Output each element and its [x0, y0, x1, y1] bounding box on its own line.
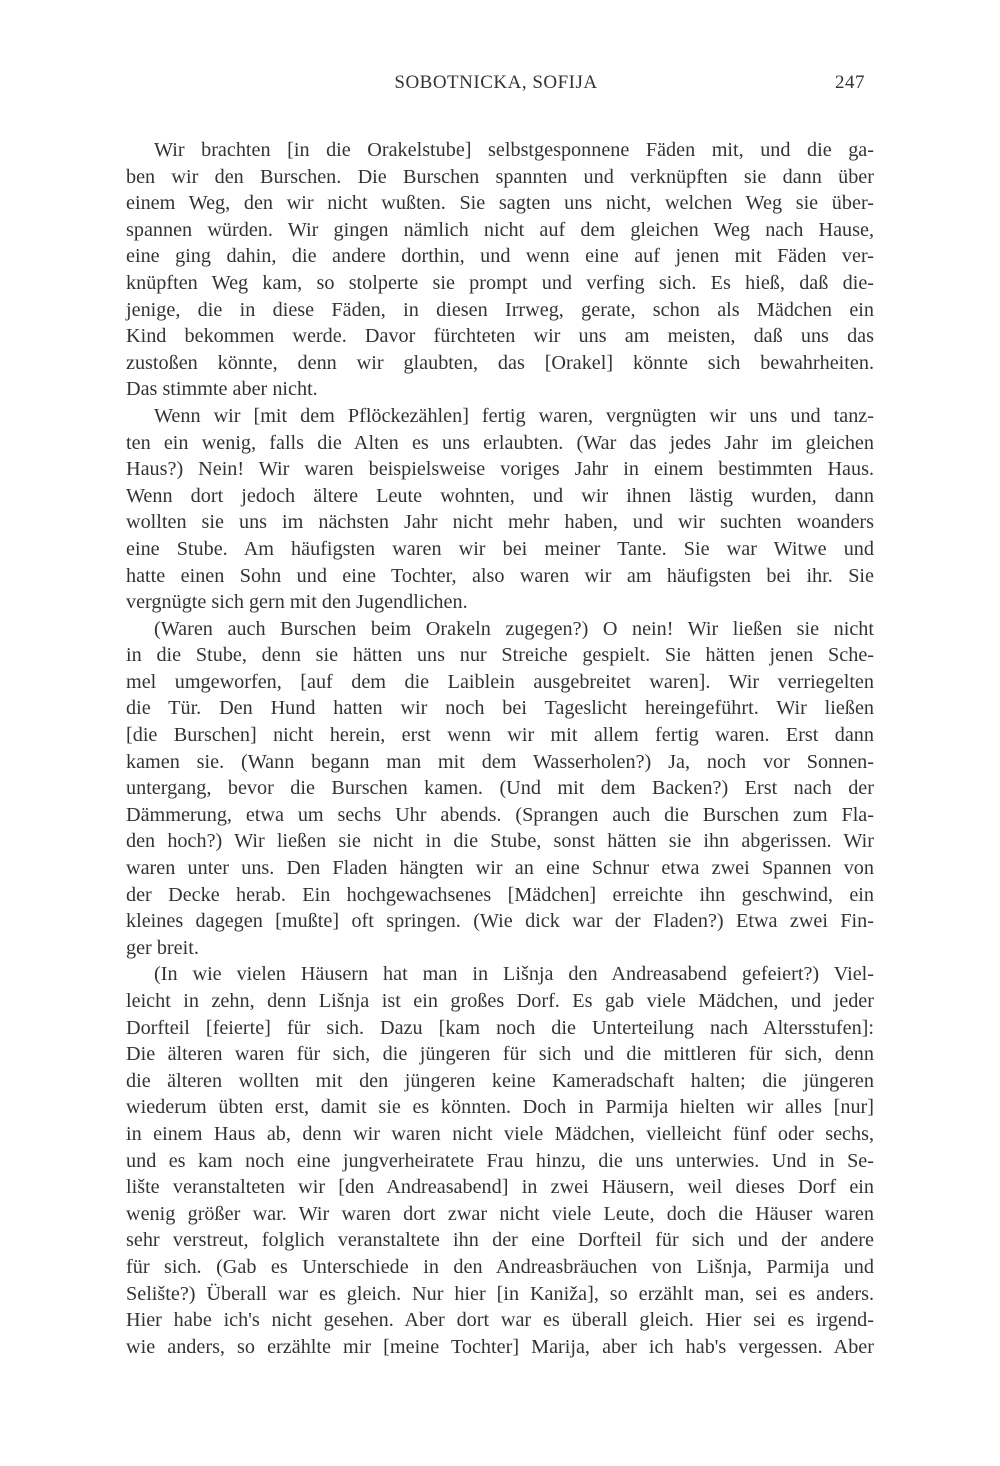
text-line: Die älteren waren für sich, die jüngeren für sich und die mittleren für sich, denn [126, 1043, 874, 1066]
text-line: wie anders, so erzählte mir [meine Tochter] Marija, aber ich hab's vergessen. Aber [126, 1335, 874, 1358]
text-line: spannen würden. Wir gingen nämlich nicht auf dem gleichen Weg nach Hause, [126, 218, 874, 241]
page-header [124, 72, 868, 98]
text-line: hatte einen Sohn und eine Tochter, also waren wir am häufigsten bei ihr. Sie [126, 564, 874, 587]
text-line: mel umgeworfen, [auf dem die Laiblein ausgebreitet waren]. Wir verriegelten [126, 670, 874, 693]
text-line: sehr verstreut, folglich veranstaltete ihn der eine Dorfteil für sich und der andere [126, 1229, 874, 1252]
text-line: und es kam noch eine jungverheiratete Frau hinzu, die uns unterwies. Und in Se- [126, 1149, 874, 1172]
body-text [126, 137, 874, 1360]
text-line: Dorfteil [feierte] für sich. Dazu [kam noch die Unterteilung nach Altersstufen]: [126, 1016, 874, 1039]
text-line: wiederum übten erst, damit sie es könnten. Doch in Parmija hielten wir alles [nur] [126, 1096, 874, 1119]
text-line: leicht in zehn, denn Lišnja ist ein großes Dorf. Es gab viele Mädchen, und jeder [126, 990, 874, 1012]
text-line: lište veranstalteten wir [den Andreasabend] in zwei Häusern, weil dieses Dorf ein [126, 1176, 874, 1199]
text-line: eine Stube. Am häufigsten waren wir bei meiner Tante. Sie war Witwe und [126, 537, 874, 560]
text-line: Wir brachten [in die Orakelstube] selbstgesponnene Fäden mit, und die ga- [154, 139, 874, 161]
text-line: den hoch?) Wir ließen sie nicht in die Stube, sonst hätten sie ihn abgerissen. Wir [126, 830, 874, 853]
text-line: ten ein wenig, falls die Alten es uns erlaubten. (War das jedes Jahr im gleichen [126, 431, 874, 454]
text-line: Hier habe ich's nicht gesehen. Aber dort war es überall gleich. Hier sei es irgend- [126, 1309, 874, 1332]
page-number: 247 [835, 72, 865, 93]
text-line: jenige, die in diese Fäden, in diesen Irrweg, gerate, schon als Mädchen ein [126, 298, 874, 321]
text-line: kleines dagegen [mußte] oft springen. (Wie dick war der Fladen?) Etwa zwei Fin- [126, 910, 874, 933]
text-line: vergnügte sich gern mit den Jugendlichen. [126, 591, 468, 614]
text-line: Wenn dort jedoch ältere Leute wohnten, und wir ihnen lästig wurden, dann [126, 484, 874, 507]
text-line: [die Burschen] nicht herein, erst wenn wir mit allem fertig waren. Erst dann [126, 724, 874, 747]
text-line: ben wir den Burschen. Die Burschen spannten und verknüpften sie dann über [126, 165, 874, 188]
text-line: Das stimmte aber nicht. [126, 378, 318, 401]
text-line: ger breit. [126, 936, 199, 959]
text-line: wollten sie uns im nächsten Jahr nicht mehr haben, und wir suchten woanders [126, 511, 874, 534]
text-line: die älteren wollten mit den jüngeren keine Kameradschaft halten; die jüngeren [126, 1069, 874, 1092]
text-line: zustoßen könnte, denn wir glaubten, das [Orakel] könnte sich bewahrheiten. [126, 351, 874, 374]
running-head: SOBOTNICKA, SOFIJA [394, 72, 598, 93]
text-line: die Tür. Den Hund hatten wir noch bei Tageslicht hereingeführt. Wir ließen [126, 697, 874, 720]
text-line: (In wie vielen Häusern hat man in Lišnja den Andreasabend gefeiert?) Viel- [154, 963, 874, 986]
text-line: in einem Haus ab, denn wir waren nicht viele Mädchen, vielleicht fünf oder sechs, [126, 1122, 874, 1145]
text-line: Haus?) Nein! Wir waren beispielsweise voriges Jahr in einem bestimmten Haus. [126, 458, 874, 481]
text-line: wenig größer war. Wir waren dort zwar nicht viele Leute, doch die Häuser waren [126, 1202, 874, 1225]
text-line: kamen sie. (Wann begann man mit dem Wasserholen?) Ja, noch vor Sonnen- [126, 750, 874, 773]
text-line: der Decke herab. Ein hochgewachsenes [Mädchen] erreichte ihn geschwind, ein [126, 883, 874, 906]
text-line: Dämmerung, etwa um sechs Uhr abends. (Sprangen auch die Burschen zum Fla- [126, 803, 874, 826]
text-line: für sich. (Gab es Unterschiede in den Andreasbräuchen von Lišnja, Parmija und [126, 1255, 874, 1278]
text-line: in die Stube, denn sie hätten uns nur Streiche gespielt. Sie hätten jenen Sche- [126, 644, 874, 667]
text-line: Kind bekommen werde. Davor fürchteten wir uns am meisten, daß uns das [126, 325, 874, 348]
text-line: knüpften Weg kam, so stolperte sie prompt und verfing sich. Es hieß, daß die- [126, 271, 874, 294]
text-line: waren unter uns. Den Fladen hängten wir an eine Schnur etwa zwei Spannen von [126, 857, 874, 880]
text-line: einem Weg, den wir nicht wußten. Sie sagten uns nicht, welchen Weg sie über- [126, 192, 874, 215]
text-line: Selište?) Überall war es gleich. Nur hier [in Kaniža], so erzählt man, sei es anders. [126, 1282, 874, 1305]
text-line: untergang, bevor die Burschen kamen. (Und mit dem Backen?) Erst nach der [126, 777, 874, 800]
text-line: (Waren auch Burschen beim Orakeln zugegen?) O nein! Wir ließen sie nicht [154, 617, 874, 640]
text-line: eine ging dahin, die andere dorthin, und wenn eine auf jenen mit Fäden ver- [126, 245, 874, 268]
text-line: Wenn wir [mit dem Pflöckezählen] fertig waren, vergnügten wir uns und tanz- [154, 404, 874, 427]
